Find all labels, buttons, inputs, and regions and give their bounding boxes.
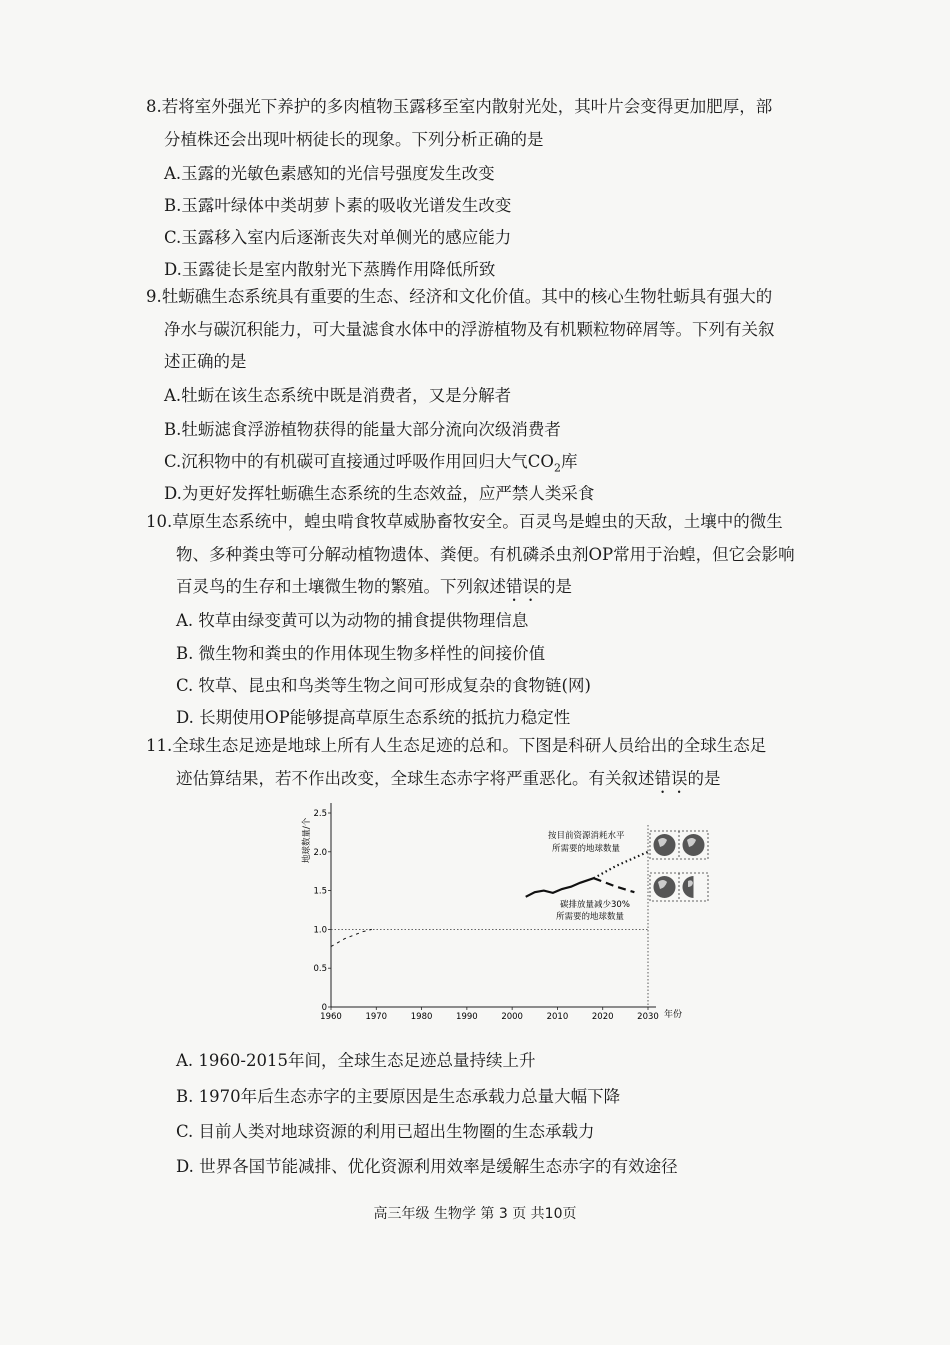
q8-option-b: B.玉露叶绿体中类胡萝卜素的吸收光谱发生改变 [164,196,512,215]
q10-stem-line2: 物、多种粪虫等可分解动植物遗体、粪便。有机磷杀虫剂OP常用于治蝗，但它会影响 [176,544,795,564]
earth-icon [683,834,705,856]
q11-emphasis-word: 错误 [654,768,688,788]
q10-option-c: C. 牧草、昆虫和鸟类等生物之间可形成复杂的食物链(网) [176,676,591,695]
q11-option-a: A. 1960-2015年间，全球生态足迹总量持续上升 [176,1051,536,1070]
series-line [594,878,635,892]
y-tick-label: 0 [321,1003,327,1013]
q9-option-c-text: C.沉积物中的有机碳可直接通过呼吸作用回归大气CO [164,452,554,471]
chart-ylabel: 地球数量/个 [302,817,312,863]
x-tick-label: 1990 [456,1012,478,1022]
q11-stem-line2 [146,763,846,797]
q8-stem-line2: 分植株还会出现叶柄徒长的现象。下列分析正确的是 [164,129,544,149]
y-tick-label: 1.0 [313,925,327,936]
q8-stem-line1: 8.若将室外强光下养护的多肉植物玉露移至室内散射光处，其叶片会变得更加肥厚，部 [146,97,773,116]
earth-icons-bottom [650,873,708,901]
annotation-top-line1: 按目前资源消耗水平 [548,831,625,841]
series-line [526,878,594,897]
q9-stem-line1: 9.牡蛎礁生态系统具有重要的生态、经济和文化价值。其中的核心生物牡蛎具有强大的 [146,287,773,306]
q9-option-b: B.牡蛎滤食浮游植物获得的能量大部分流向次级消费者 [164,420,561,439]
x-tick-label: 1970 [365,1012,388,1022]
annotation-bottom-line2: 所需要的地球数量 [556,912,625,922]
question-11 [146,730,846,797]
annotation-bottom-line1: 碳排放量减少30% [560,900,630,910]
x-tick-label: 2000 [501,1012,523,1022]
q10-stem-line3 [146,571,846,605]
series-line [594,852,648,878]
q9-option-d: D.为更好发挥牡蛎礁生态系统的生态效益，应严禁人类采食 [164,484,595,503]
q9-option-a: A.牡蛎在该生态系统中既是消费者，又是分解者 [164,386,512,405]
q8-option-a: A.玉露的光敏色素感知的光信号强度发生改变 [164,164,495,183]
q9-option-c-sub: 2 [553,461,561,475]
earth-icon [654,834,676,856]
q10-stem-line3-pre: 百灵鸟的生存和土壤微生物的繁殖。下列叙述 [176,577,506,596]
x-tick-label: 1980 [410,1012,433,1022]
q11-option-d: D. 世界各国节能减排、优化资源利用效率是缓解生态赤字的有效途径 [176,1157,678,1176]
q9-option-c-tail: 库 [560,452,578,471]
q11-option-b: B. 1970年后生态赤字的主要原因是生态承载力总量大幅下降 [176,1087,621,1106]
q11-stem-line2-pre: 迹估算结果，若不作出改变，全球生态赤字将严重恶化。有关叙述 [176,768,655,788]
x-tick-label: 2010 [546,1012,569,1022]
q10-stem-line1: 10.草原生态系统中，蝗虫啃食牧草威胁畜牧安全。百灵鸟是蝗虫的天敌，土壤中的微生 [146,512,783,531]
earth-icon [654,876,676,898]
ecological-footprint-chart [300,795,720,1027]
x-tick-label: 1960 [320,1012,342,1022]
q9-option-c [164,448,577,474]
q10-stem-line3-post: 的是 [539,577,572,596]
earth-icons-top [650,831,708,859]
series-line [331,929,372,946]
q11-stem-line2-post: 的是 [687,768,721,788]
y-tick-label: 1.5 [313,886,327,897]
q8-option-d: D.玉露徒长是室内散射光下蒸腾作用降低所致 [164,260,496,279]
x-tick-label: 2020 [591,1012,614,1022]
q9-stem-line3: 述正确的是 [164,352,247,371]
page-footer: 高三年级 生物学 第 3 页 共10页 [373,1206,577,1222]
y-tick-label: 0.5 [313,964,327,975]
x-tick-label: 2030 [637,1012,659,1022]
q10-option-a: A. 牧草由绿变黄可以为动物的捕食提供物理信息 [176,611,529,630]
q8-option-c: C.玉露移入室内后逐渐丧失对单侧光的感应能力 [164,228,512,247]
q11-option-c: C. 目前人类对地球资源的利用已超出生物圈的生态承载力 [176,1122,595,1141]
chart-xlabel: 年份 [664,1010,683,1020]
question-9 [146,281,846,379]
annotation-top-line2: 所需要的地球数量 [552,844,621,854]
q9-stem-line2: 净水与碳沉积能力，可大量滤食水体中的浮游植物及有机颗粒物碎屑等。下列有关叙 [164,319,775,339]
y-tick-label: 2.0 [313,847,327,858]
q10-option-b: B. 微生物和粪虫的作用体现生物多样性的间接价值 [176,644,546,663]
y-tick-label: 2.5 [313,809,327,819]
q11-stem-line1: 11.全球生态足迹是地球上所有人生态足迹的总和。下图是科研人员给出的全球生态足 [146,736,767,755]
q10-option-d: D. 长期使用OP能够提高草原生态系统的抵抗力稳定性 [176,708,571,727]
q10-emphasis-word: 错误 [506,577,539,596]
question-10 [146,506,846,605]
question-8 [146,91,846,156]
